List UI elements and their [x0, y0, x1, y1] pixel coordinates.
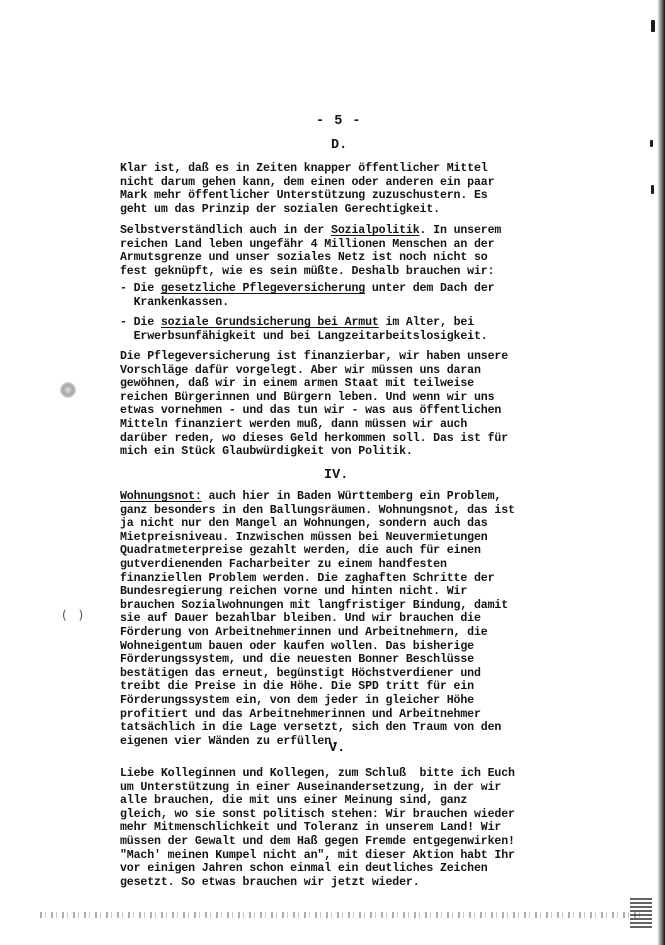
section-heading-v: V. — [329, 741, 346, 756]
page-number: - 5 - — [316, 114, 362, 129]
term-wohnungsnot: Wohnungsnot: — [120, 490, 202, 503]
bullet-dash: - Die — [120, 282, 161, 295]
paragraph-social-policy-rest: . In unserem reichen Land leben ungefähr 4 Millionen Menschen an der Armutsgrenze und unser soziales Netz ist noch nicht so fest geknüpft, wie es sein müßte. Deshalb brauchen wir: — [120, 224, 502, 278]
margin-parenthesis-mark: ( ) — [62, 608, 88, 622]
scan-bottom-noise — [40, 912, 640, 918]
paragraph-housing-rest: auch hier in Baden Württemberg ein Problem, ganz besonders in den Ballungsräumen. Wohnungsnot, das ist ja nicht nur den Mangel an Wohnungen, sondern auch das Mietpreisniveau. Inzwischen müssen bei Neuvermietungen Quadratmeterpreise gezahlt werden, die auch für einen gutverdienenden Facharbeiter zu einem handfesten finanziellen Problem werden. Die zaghaften Schritte der Bundesregierung reichen vorne und hinten nicht. Wir brauchen Sozialwohnungen mit langfristiger Bindung, damit sie auf Dauer bezahlbar bleiben. Und wir brauchen die Förderung von Arbeitnehmerinnen und Arbeitnehmern, die Wohneigentum bauen oder kaufen wollen. Das bisherige Förderungssystem, und die neuesten Bonner Beschlüsse bestätigen das erneut, begünstigt Höchstverdiener und treibt die Preise in die Höhe. Die SPD tritt für ein Förderungssystem ein, von dem jeder in gleicher Höhe profitiert und das Arbeitnehmerinnen und Arbeitnehmer tatsächlich in die Lage versetzt, sich den Traum von den eigenen vier Wänden zu erfüllen. — [120, 490, 515, 748]
scan-bottom-bar — [630, 898, 652, 928]
paragraph-housing — [120, 490, 540, 748]
bullet-item-basic-income-rest: im Alter, bei Erwerbsunfähigkeit und bei Langzeitarbeitslosigkeit. — [133, 316, 488, 343]
paragraph-social-policy — [120, 224, 540, 278]
term-grundsicherung: soziale Grundsicherung bei Armut — [160, 316, 379, 329]
paragraph-financing: Die Pflegeversicherung ist finanzierbar, wir haben unsere Vorschläge dafür vorgelegt. Aber wir müssen uns daran gewöhnen, daß wir in einem armen Staat mit teilweise reichen Bürgerinnen und Bürgern leben. Und wenn wir uns etwas vornehmen - und das tun wir - was aus öffentlichen Mitteln finanziert werden muß, dann müssen wir auch darüber reden, wo dieses Geld herkommen soll. Das ist für mich ein Stück Glaubwürdigkeit von Politik. — [120, 350, 509, 459]
paragraph-social-justice: Klar ist, daß es in Zeiten knapper öffentlicher Mittel nicht darum gehen kann, dem einen oder anderen ein paar Mark mehr öffentlicher Unterstützung zuzuschustern. Es geht um das Prinzip der sozialen Gerechtigkeit. — [120, 162, 495, 216]
bullet-item-basic-income — [120, 316, 540, 343]
section-heading-iv: IV. — [324, 468, 349, 483]
bullet-item-care-insurance-rest: unter dem Dach der Krankenkassen. — [133, 282, 495, 309]
paragraph-closing-appeal: Liebe Kolleginnen und Kollegen, zum Schluß bitte ich Euch um Unterstützung in einer Auseinandersetzung, in der wir alle brauchen, die mit uns einer Meinung sind, ganz gleich, wo sie sonst politisch stehen: Wir brauchen wieder mehr Mitmenschlichkeit und Toleranz in unserem Land! Wir müssen der Gewalt und dem Haß gegen Fremde entgegenwirken! "Mach' meinen Kumpel nicht an", mit dieser Aktion habt Ihr vor einigen Jahren schon einmal ein deutliches Zeichen gesetzt. So etwas brauchen wir jetzt wieder. — [120, 767, 515, 889]
section-heading-d: D. — [331, 138, 348, 153]
term-pflegeversicherung: gesetzliche Pflegeversicherung — [160, 282, 366, 295]
bullet-dash: - Die — [120, 316, 161, 329]
term-sozialpolitik: Sozialpolitik — [331, 224, 420, 237]
scan-edge-speck — [651, 185, 654, 194]
paragraph-social-policy-lead: Selbstverständlich auch in der — [120, 224, 332, 237]
scan-edge-speck — [650, 140, 653, 147]
scan-edge-speck — [651, 20, 655, 32]
punch-hole-mark — [60, 382, 76, 398]
bullet-item-care-insurance — [120, 282, 540, 309]
scan-right-edge-shadow — [657, 0, 665, 945]
